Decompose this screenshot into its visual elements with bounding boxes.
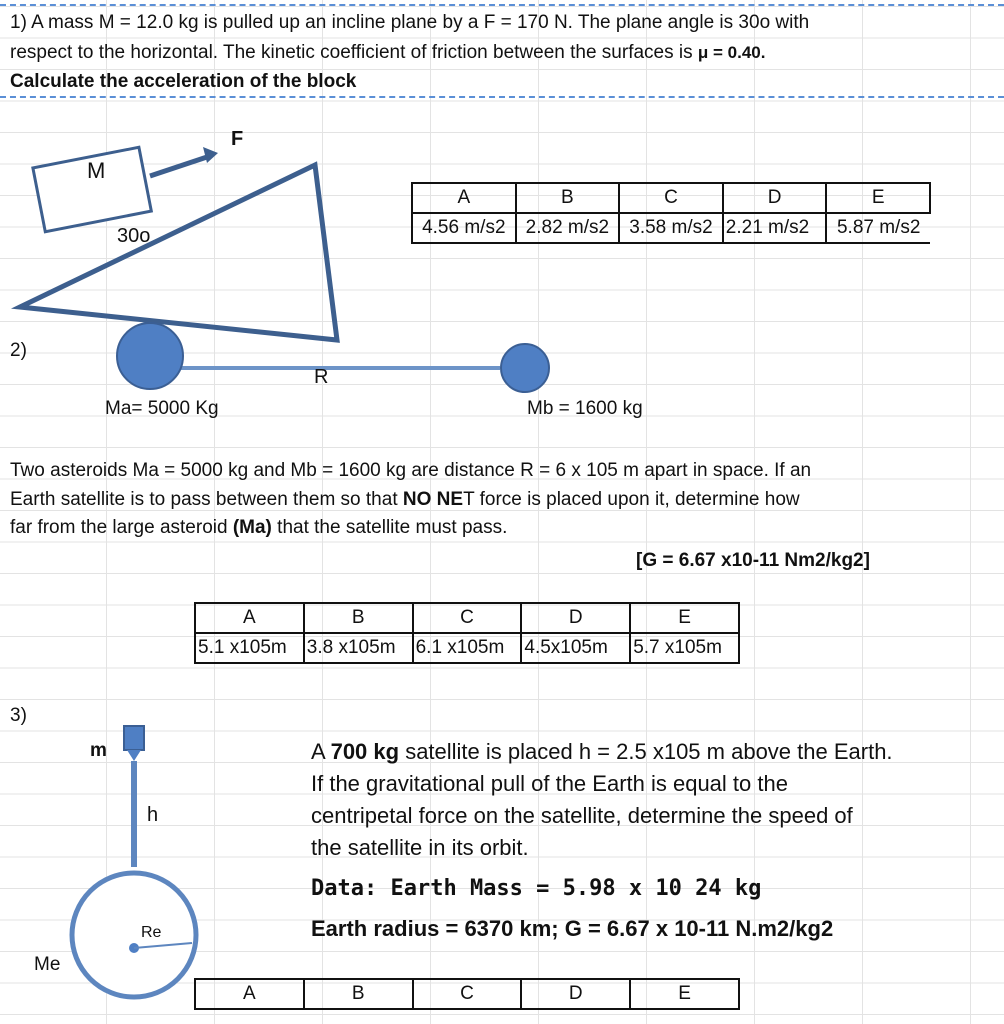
q2-line3-start: far from the large asteroid bbox=[10, 517, 233, 538]
q1-answer-a: 4.56 m/s2 bbox=[412, 213, 516, 243]
q2-answer-d: 4.5x105m bbox=[521, 633, 630, 663]
q2-text-line2 bbox=[10, 487, 800, 512]
asteroid-b bbox=[501, 344, 549, 392]
q2-answer-e: 5.7 x105m bbox=[630, 633, 739, 663]
q2-no-net-emphasis: NO NE bbox=[402, 489, 464, 510]
force-label: F bbox=[231, 128, 244, 150]
q2-g-constant: [G = 6.67 x10-11 Nm2/kg2] bbox=[636, 550, 870, 571]
q2-text-line1: Two asteroids Ma = 5000 kg and Mb = 1600 kg are distance R = 6 x 105 m apart in space. If an bbox=[10, 460, 812, 481]
q2-line2-start: Earth satellite is to pass between them so that bbox=[10, 489, 403, 510]
force-arrow-head bbox=[203, 147, 218, 163]
satellite-mass-label: m bbox=[90, 740, 107, 761]
q1-answer-e: 5.87 m/s2 bbox=[826, 213, 930, 243]
q1-mu-value: μ = 0.40. bbox=[697, 43, 766, 62]
force-arrow-shaft bbox=[150, 156, 210, 176]
q1-answer-c: 3.58 m/s2 bbox=[619, 213, 723, 243]
table-header-row bbox=[195, 979, 739, 1009]
q3-text-line4: the satellite in its orbit. bbox=[311, 835, 529, 860]
q2-header-b: B bbox=[304, 603, 413, 633]
q1-header-e: E bbox=[826, 183, 930, 213]
q1-header-b: B bbox=[516, 183, 620, 213]
q1-text-line2 bbox=[10, 40, 765, 65]
q3-text-line1 bbox=[311, 736, 893, 768]
asteroids-figure bbox=[100, 310, 560, 400]
q2-ma-emphasis: (Ma) bbox=[232, 517, 272, 538]
q3-data-line: Data: Earth Mass = 5.98 x 10 24 kg bbox=[311, 876, 762, 901]
satellite-figure bbox=[60, 715, 220, 1000]
q1-dashed-divider bbox=[0, 96, 1004, 98]
q3-answer-table bbox=[194, 978, 740, 1010]
satellite-body bbox=[124, 726, 144, 750]
height-label: h bbox=[147, 804, 159, 826]
q2-answer-b: 3.8 x105m bbox=[304, 633, 413, 663]
earth-circle bbox=[72, 873, 196, 997]
q2-answer-table bbox=[194, 602, 740, 664]
q3-header-c: C bbox=[413, 979, 522, 1009]
q1-header-c: C bbox=[619, 183, 723, 213]
q2-number: 2) bbox=[10, 340, 27, 361]
mass-label: M bbox=[87, 158, 106, 183]
angle-label: 30o bbox=[117, 225, 151, 247]
q2-header-c: C bbox=[413, 603, 522, 633]
q3-line1-end: satellite is placed h = 2.5 x105 m above the Earth. bbox=[399, 739, 893, 764]
top-dashed-border bbox=[0, 4, 1004, 6]
table-row bbox=[195, 633, 739, 663]
q1-question: Calculate the acceleration of the block bbox=[10, 71, 357, 92]
asteroid-a bbox=[117, 323, 183, 389]
q1-header-a: A bbox=[412, 183, 516, 213]
earth-mass-label: Me bbox=[34, 954, 61, 975]
q2-line2-end: T force is placed upon it, determine how bbox=[463, 489, 800, 510]
q3-header-e: E bbox=[630, 979, 739, 1009]
satellite-nose bbox=[127, 750, 141, 761]
table-row bbox=[412, 213, 930, 243]
q3-header-a: A bbox=[195, 979, 304, 1009]
q1-answer-b: 2.82 m/s2 bbox=[516, 213, 620, 243]
q3-mass-emphasis: 700 kg bbox=[330, 739, 400, 764]
q3-number: 3) bbox=[10, 705, 27, 726]
mb-label: Mb = 1600 kg bbox=[527, 398, 643, 419]
q1-text-line1: 1) A mass M = 12.0 kg is pulled up an incline plane by a F = 170 N. The plane angle is 30o with bbox=[10, 12, 810, 33]
q2-answer-a: 5.1 x105m bbox=[195, 633, 304, 663]
q2-answer-c: 6.1 x105m bbox=[413, 633, 522, 663]
q2-line3-end: that the satellite must pass. bbox=[271, 517, 508, 538]
q1-header-d: D bbox=[723, 183, 827, 213]
q3-line1-start: A bbox=[311, 739, 331, 764]
q3-text-line2: If the gravitational pull of the Earth is equal to the bbox=[311, 771, 788, 796]
q2-header-d: D bbox=[521, 603, 630, 633]
q1-answer-d: 2.21 m/s2 bbox=[723, 213, 827, 243]
q3-text-line3: centripetal force on the satellite, determine the speed of bbox=[311, 803, 853, 828]
distance-label: R bbox=[314, 366, 329, 388]
ma-label: Ma= 5000 Kg bbox=[105, 398, 219, 419]
q1-answer-table bbox=[411, 182, 931, 244]
q1-line2-text: respect to the horizontal. The kinetic coefficient of friction between the surfaces is bbox=[10, 42, 698, 63]
q2-header-e: E bbox=[630, 603, 739, 633]
q3-header-b: B bbox=[304, 979, 413, 1009]
q3-header-d: D bbox=[521, 979, 630, 1009]
q2-header-a: A bbox=[195, 603, 304, 633]
table-header-row bbox=[412, 183, 930, 213]
q2-text-line3 bbox=[10, 515, 507, 540]
table-header-row bbox=[195, 603, 739, 633]
q3-radius-line: Earth radius = 6370 km; G = 6.67 x 10-11 N.m2/kg2 bbox=[311, 916, 834, 941]
earth-radius-label: Re bbox=[141, 924, 162, 941]
